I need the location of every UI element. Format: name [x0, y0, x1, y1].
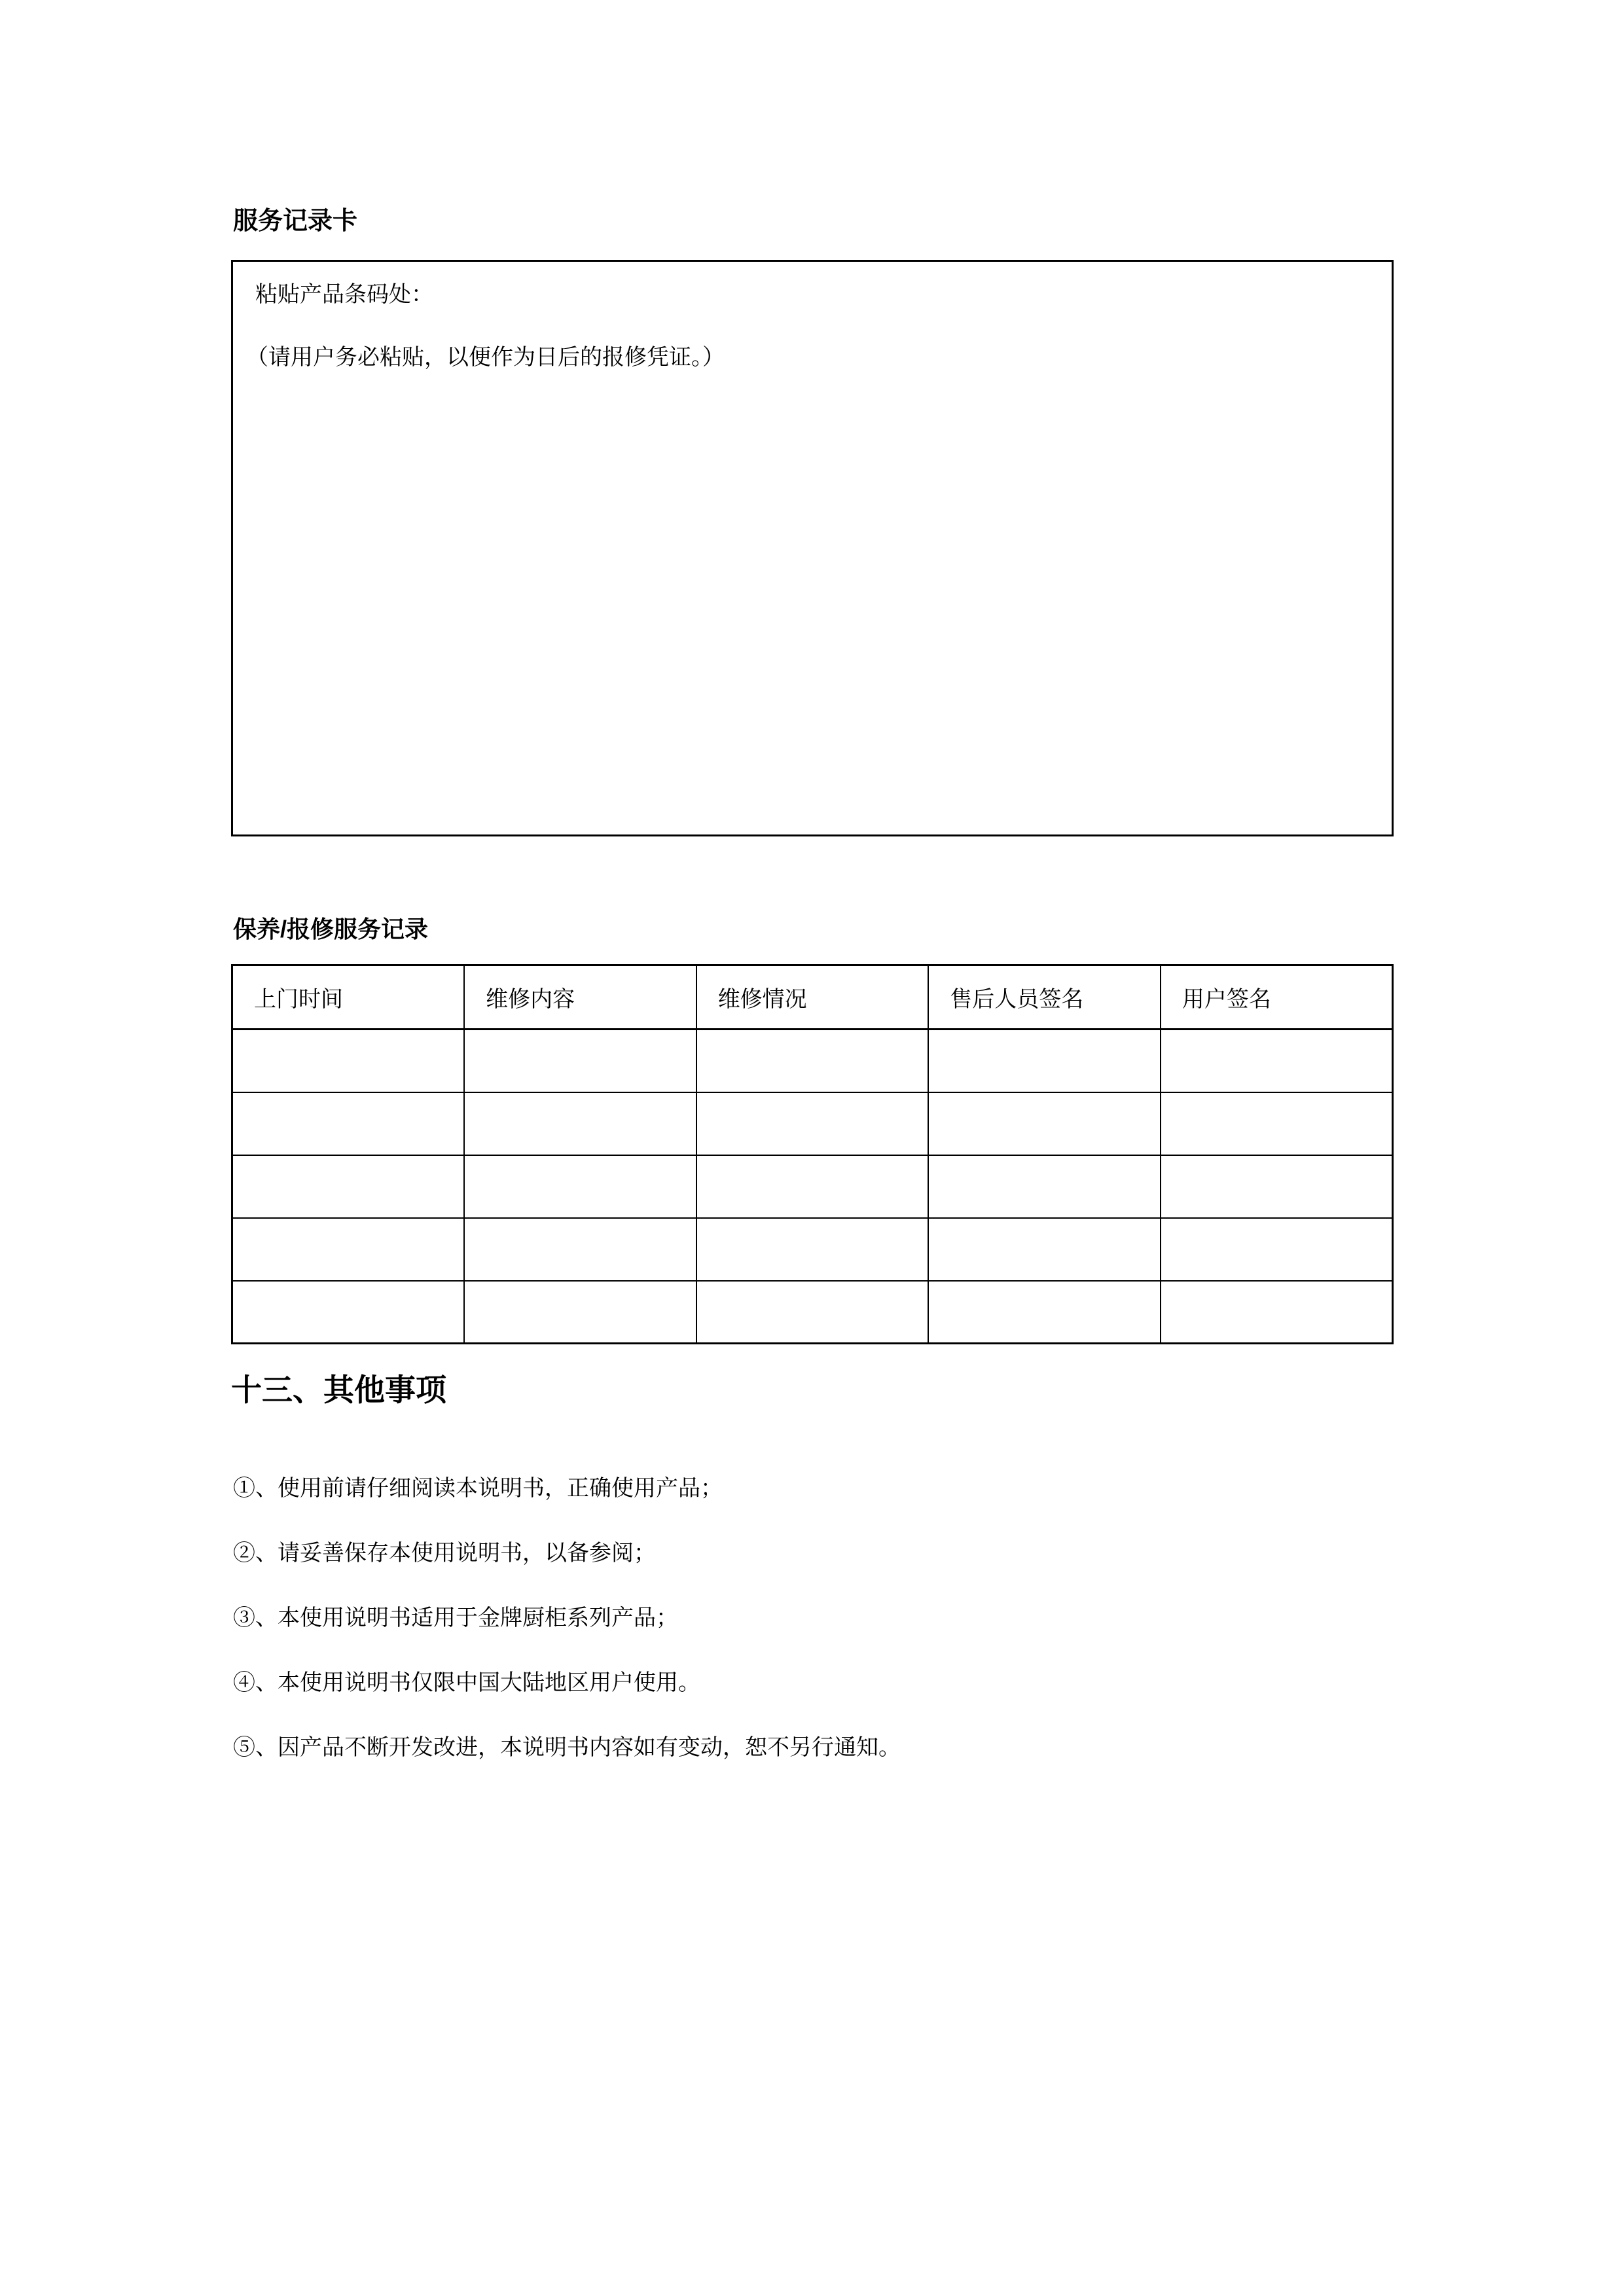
column-header-repair-status: 维修情况 — [696, 965, 929, 1030]
table-cell — [1161, 1030, 1393, 1092]
table-cell — [696, 1155, 929, 1218]
list-item: ③、本使用说明书适用于金牌厨柜系列产品； — [233, 1605, 678, 1630]
table-empty-row — [232, 1218, 1393, 1281]
table-cell — [232, 1155, 465, 1218]
table-cell — [464, 1155, 696, 1218]
table-cell — [464, 1218, 696, 1281]
table-cell — [464, 1281, 696, 1344]
table-empty-row — [232, 1030, 1393, 1092]
list-item: ④、本使用说明书仅限中国大陆地区用户使用。 — [233, 1670, 700, 1695]
service-card-title: 服务记录卡 — [233, 207, 358, 235]
table-cell — [928, 1218, 1161, 1281]
table-cell — [696, 1092, 929, 1155]
table-empty-row — [232, 1281, 1393, 1344]
barcode-box-label: 粘贴产品条码处： — [255, 282, 433, 307]
table-cell — [1161, 1155, 1393, 1218]
column-header-user-sign: 用户签名 — [1161, 965, 1393, 1030]
barcode-paste-box — [231, 260, 1394, 836]
table-cell — [928, 1281, 1161, 1344]
table-cell — [1161, 1281, 1393, 1344]
table-cell — [928, 1030, 1161, 1092]
table-cell — [928, 1155, 1161, 1218]
column-header-repair-content: 维修内容 — [464, 965, 696, 1030]
table-cell — [928, 1092, 1161, 1155]
table-cell — [232, 1218, 465, 1281]
table-cell — [232, 1281, 465, 1344]
service-record-table-header — [232, 965, 1393, 1030]
list-item: ⑤、因产品不断开发改进，本说明书内容如有变动，恕不另行通知。 — [233, 1735, 901, 1760]
service-record-title: 保养/报修服务记录 — [233, 916, 429, 942]
list-item: ①、使用前请仔细阅读本说明书，正确使用产品； — [233, 1476, 723, 1501]
table-cell — [232, 1030, 465, 1092]
service-record-table — [231, 964, 1394, 1344]
table-empty-row — [232, 1092, 1393, 1155]
other-matters-title: 十三、其他事项 — [231, 1372, 446, 1407]
table-cell — [464, 1092, 696, 1155]
table-cell — [1161, 1218, 1393, 1281]
table-cell — [1161, 1092, 1393, 1155]
table-empty-row — [232, 1155, 1393, 1218]
table-cell — [696, 1281, 929, 1344]
list-item: ②、请妥善保存本使用说明书，以备参阅； — [233, 1541, 656, 1566]
other-matters-list — [233, 1474, 1411, 1798]
column-header-visit-time: 上门时间 — [232, 965, 465, 1030]
barcode-box-note: （请用户务必粘贴，以便作为日后的报修凭证。） — [246, 345, 725, 370]
service-record-table-body — [232, 1030, 1393, 1344]
table-header-row — [232, 965, 1393, 1030]
table-cell — [696, 1030, 929, 1092]
table-cell — [464, 1030, 696, 1092]
table-cell — [696, 1218, 929, 1281]
column-header-staff-sign: 售后人员签名 — [928, 965, 1161, 1030]
table-cell — [232, 1092, 465, 1155]
